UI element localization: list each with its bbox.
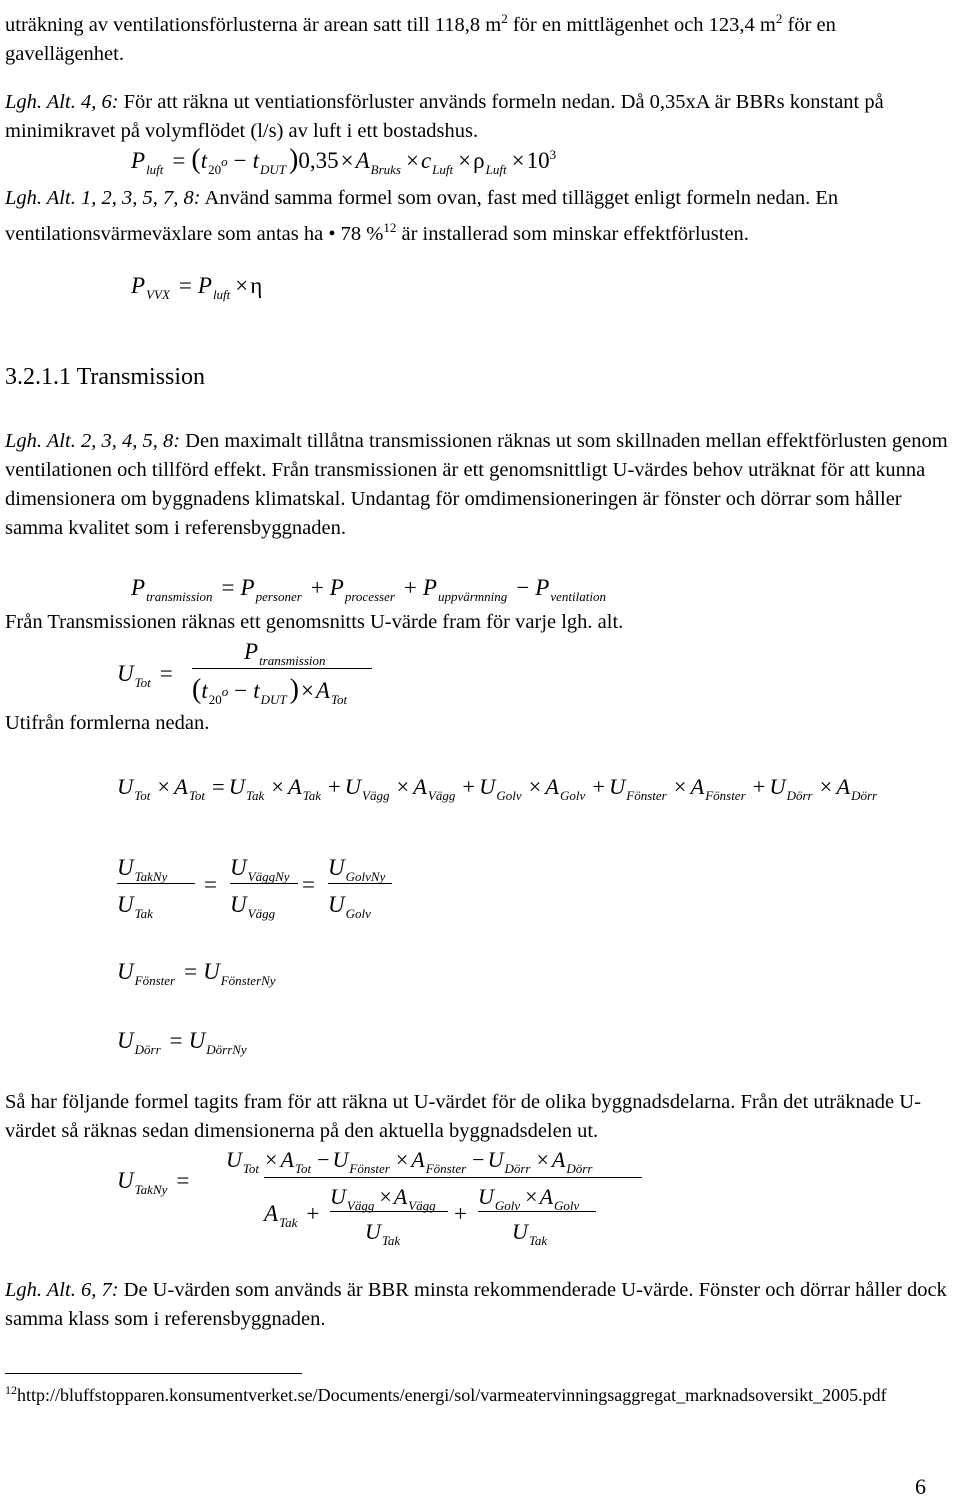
op: ×: [525, 1184, 538, 1209]
var: U: [479, 774, 496, 799]
text: För att räkna ut ventiationsförluster används formeln nedan. Då 0,35xA är BBRs konstant på minimikravet på volymflödet (l/s) av luft i ett bostadshus.: [5, 91, 884, 142]
fraction-bar: [230, 883, 298, 884]
var: A: [315, 678, 330, 703]
fraction-vagg-denominator: [365, 1218, 403, 1249]
equals: =: [302, 872, 315, 897]
paragraph-alt-6-7: [5, 1276, 950, 1334]
sub: Golv: [560, 788, 586, 803]
op: ×: [819, 774, 833, 799]
fraction-bar: [264, 1177, 642, 1178]
var: t: [252, 148, 259, 173]
symbol: ρ: [473, 148, 485, 173]
var: P: [131, 575, 146, 600]
text: för en gavellägenhet.: [5, 13, 836, 65]
op: ×: [157, 774, 171, 799]
op: ×: [395, 1147, 409, 1172]
var: A: [264, 1201, 279, 1226]
var: U: [117, 855, 134, 880]
fraction-bar: [192, 668, 372, 669]
op: ×: [396, 774, 410, 799]
number: 0,35: [298, 148, 339, 173]
alt-label: Lgh. Alt. 4, 6:: [5, 91, 119, 113]
sub: VäggNy: [247, 869, 290, 884]
alt-label: Lgh. Alt. 2, 3, 4, 5, 8:: [5, 430, 181, 452]
sub: TakNy: [134, 1182, 168, 1197]
sub: Tak: [245, 788, 265, 803]
op: =: [159, 661, 173, 686]
plus: +: [454, 1201, 467, 1226]
sub: Golv: [345, 906, 371, 921]
op: =: [184, 959, 198, 984]
ratio-tak-denominator: [117, 891, 156, 922]
op: ×: [271, 774, 284, 799]
op: +: [592, 774, 606, 799]
ratio-tak-numerator: [117, 854, 170, 885]
fraction-bar: [330, 1211, 448, 1212]
op: ×: [458, 148, 472, 173]
op: ×: [265, 1147, 278, 1172]
sub: personer: [255, 589, 302, 604]
formula-u-sum: [117, 773, 880, 804]
number: 10: [526, 148, 550, 173]
op: −: [317, 1147, 330, 1172]
var: U: [328, 855, 345, 880]
op: +: [462, 774, 476, 799]
sub: Tot: [294, 1161, 312, 1176]
sub: FönsterNy: [220, 973, 276, 988]
sub: DörrNy: [206, 1042, 247, 1057]
ratio-golv-denominator: [328, 891, 374, 922]
op: +: [306, 1201, 320, 1226]
var: P: [240, 575, 255, 600]
formula-utakny-lhs: [117, 1167, 195, 1198]
sub: Golv: [494, 1198, 521, 1213]
var: U: [512, 1219, 528, 1244]
op: ×: [340, 148, 354, 173]
paragraph-alt-2-3-4-5-8: [5, 427, 950, 543]
formula-utot-numerator: [244, 638, 329, 669]
sub: Golv: [554, 1198, 580, 1213]
text: för en mittlägenhet och 123,4 m: [507, 13, 776, 36]
sub: GolvNy: [345, 869, 386, 884]
sub: transmission: [146, 589, 213, 604]
sub: Tot: [134, 788, 151, 803]
sub: Fönster: [134, 973, 176, 988]
sub: Dörr: [134, 1042, 161, 1057]
var: A: [545, 774, 560, 799]
sub: TakNy: [134, 869, 168, 884]
paragraph-alt-4-6: [5, 88, 950, 146]
text: De U-värden som används är BBR minsta rekommenderade U-värde. Fönster och dörrar håller dock samma klass som i referensbyggnaden.: [5, 1279, 947, 1330]
sub: Tak: [381, 1233, 401, 1248]
footnote-link[interactable]: http://bluffstopparen.konsumentverket.se/Documents/energi/sol/varmeatervinningsaggregat_marknadsoversikt_2005.pdf: [17, 1385, 887, 1405]
footnote-mark: 12: [5, 1383, 17, 1397]
sub: luft: [146, 162, 164, 177]
var: U: [330, 1184, 346, 1209]
op: +: [403, 575, 417, 600]
op: −: [234, 678, 248, 703]
op: ×: [405, 148, 419, 173]
op: =: [178, 273, 192, 298]
var: U: [478, 1184, 494, 1209]
var: t: [253, 678, 260, 703]
formula-ventilation-loss: [131, 146, 556, 178]
sub: Tak: [528, 1233, 548, 1248]
sub: Tak: [134, 906, 153, 921]
var: A: [539, 1184, 554, 1209]
formula-transmission: [131, 574, 609, 605]
op: =: [169, 1028, 183, 1053]
alt-label: Lgh. Alt. 6, 7:: [5, 1279, 119, 1301]
sub: DUT: [259, 162, 286, 177]
symbol: η: [250, 273, 263, 298]
ratio-golv-numerator: [328, 854, 388, 885]
superscript: 2: [501, 11, 508, 26]
fraction-vagg-numerator: [330, 1183, 439, 1214]
formula-utot-denominator: [192, 676, 350, 708]
paragraph-genomsnitt: Från Transmissionen räknas ett genomsnitts U-värde fram för varje lgh. alt.: [5, 611, 624, 633]
ratio-vagg-denominator: [230, 891, 278, 922]
sub: Dörr: [504, 1161, 531, 1176]
sub: luft: [212, 287, 231, 302]
ratio-vagg-numerator: [230, 854, 293, 885]
sub: Vägg: [346, 1198, 375, 1213]
sub: Vägg: [362, 788, 390, 803]
var: U: [487, 1147, 504, 1172]
op: =: [176, 1168, 190, 1193]
op: ×: [673, 774, 687, 799]
var: U: [226, 1147, 242, 1172]
sub: Fönster: [425, 1161, 467, 1176]
section-heading: 3.2.1.1 Transmission: [5, 364, 206, 390]
var: P: [535, 575, 550, 600]
sub: Luft: [432, 162, 454, 177]
var: A: [393, 1184, 408, 1209]
op: ×: [528, 774, 542, 799]
op: +: [310, 575, 324, 600]
fraction-golv-numerator: [478, 1183, 582, 1214]
var: U: [332, 1147, 349, 1172]
sub: Dörr: [786, 788, 813, 803]
op: ×: [300, 678, 314, 703]
op: +: [752, 774, 766, 799]
sub: Tot: [134, 675, 151, 690]
formula-u-fonster: [117, 958, 279, 989]
sub: Tot: [188, 788, 206, 803]
var: P: [329, 575, 344, 600]
sub: Fönster: [349, 1161, 390, 1176]
var: A: [413, 774, 427, 799]
footnote: [5, 1382, 955, 1411]
sub: ventilation: [550, 589, 606, 604]
sub: Bruks: [370, 162, 401, 177]
var: A: [174, 774, 188, 799]
var: U: [117, 892, 134, 917]
formula-utakny-numerator: [226, 1146, 595, 1177]
var: A: [836, 774, 851, 799]
text: Den maximalt tillåtna transmissionen räknas ut som skillnaden mellan effektförlusten genom ventilationen och tillförd effekt. Från transmissionen är ett genomsnittligt U-värdes behov uträknat för att kunna dimensionera om byggnadens klimatskal. Undantag för omdimensioneringen är fönster och dörrar som håller samma kvalitet som i referensbyggnaden.: [5, 430, 948, 539]
var: U: [328, 892, 345, 917]
var: A: [287, 774, 302, 799]
op: +: [328, 774, 341, 799]
alt-label: Lgh. Alt. 1, 2, 3, 5, 7, 8:: [5, 187, 201, 209]
sub: Dörr: [851, 788, 878, 803]
var: A: [551, 1147, 566, 1172]
sub: Tot: [242, 1161, 260, 1176]
var: U: [117, 959, 134, 984]
var: A: [690, 774, 705, 799]
var: U: [117, 774, 134, 799]
paragraph-ventilation-area: [5, 4, 950, 69]
op: ×: [536, 1147, 549, 1172]
text: uträkning av ventilationsförlusterna är arean satt till 118,8 m: [5, 13, 502, 36]
sub: 20: [208, 692, 222, 707]
op: −: [472, 1147, 485, 1172]
paren: ): [289, 144, 299, 175]
op: ×: [379, 1184, 392, 1209]
sub: Fönster: [626, 788, 667, 803]
var: U: [188, 1028, 206, 1053]
var: U: [203, 959, 220, 984]
op: =: [172, 148, 186, 173]
sub: processer: [344, 589, 395, 604]
sub: Tak: [302, 788, 322, 803]
var: P: [131, 148, 146, 173]
paragraph-alt-1-2-3-5-7-8: [5, 184, 950, 249]
var: U: [228, 774, 245, 799]
var: P: [131, 273, 146, 298]
sub: transmission: [259, 653, 326, 668]
var: U: [609, 774, 626, 799]
var: A: [411, 1147, 425, 1172]
op: ×: [235, 273, 249, 298]
equals: =: [204, 872, 217, 897]
sub: Vägg: [247, 906, 276, 921]
sub: Luft: [485, 162, 507, 177]
var: U: [344, 774, 361, 799]
paragraph-formel: Så har följande formel tagits fram för att räkna ut U-värdet för de olika byggnadsdelarna. Från det uträknade U-värdet så räknas sedan dimensionerna på den aktuella byggnadsdelen ut.: [5, 1091, 921, 1142]
op: ×: [511, 148, 525, 173]
sub: Golv: [496, 788, 522, 803]
paragraph-utifran: Utifrån formlerna nedan.: [5, 712, 210, 734]
text: Använd samma formel som ovan, fast med tillägget enligt formeln nedan. En ventilationsvärmeväxlare som antas ha • 78 %: [5, 187, 839, 245]
sub: Vägg: [408, 1198, 436, 1213]
var: U: [365, 1219, 381, 1244]
formula-utot-lhs: [117, 660, 179, 691]
footnote-separator: [5, 1373, 302, 1374]
var: U: [117, 1168, 134, 1193]
var: P: [422, 575, 437, 600]
var: P: [197, 273, 212, 298]
op: =: [221, 575, 235, 600]
op: =: [212, 774, 225, 799]
fraction-bar: [117, 883, 195, 884]
sub: Dörr: [566, 1161, 593, 1176]
fraction-bar: [328, 883, 392, 884]
op: −: [233, 148, 247, 173]
var: t: [201, 678, 208, 703]
op: −: [516, 575, 530, 600]
sub: Vägg: [427, 788, 456, 803]
paren: (: [191, 144, 201, 175]
var: U: [117, 1028, 134, 1053]
sub: Tot: [330, 692, 348, 707]
var: U: [117, 661, 134, 686]
formula-a-tak: [264, 1200, 325, 1231]
sup: o: [221, 154, 228, 169]
sup: o: [221, 684, 229, 699]
fraction-bar: [478, 1211, 596, 1212]
sub: Fönster: [705, 788, 746, 803]
text: är installerad som minskar effektförlusten.: [396, 222, 749, 245]
var: P: [244, 639, 259, 664]
var: U: [230, 892, 247, 917]
formula-u-dorr: [117, 1027, 250, 1058]
var: A: [355, 148, 370, 173]
sup: 3: [549, 147, 557, 162]
sub: DUT: [260, 692, 287, 707]
page-number: 6: [915, 1474, 926, 1499]
sub: 20: [208, 162, 222, 177]
fraction-golv-denominator: [512, 1218, 550, 1249]
sub: Tak: [279, 1215, 298, 1230]
var: A: [280, 1147, 294, 1172]
var: c: [420, 148, 432, 173]
paren: ): [289, 674, 299, 705]
var: t: [200, 148, 208, 173]
sub: VVX: [146, 287, 170, 302]
var: U: [769, 774, 786, 799]
formula-vvx: [131, 272, 262, 303]
footnote-reference: 12: [383, 220, 397, 235]
paren: (: [192, 674, 202, 705]
superscript: 2: [775, 11, 783, 26]
sub: uppvärmning: [437, 589, 508, 604]
var: U: [230, 855, 247, 880]
